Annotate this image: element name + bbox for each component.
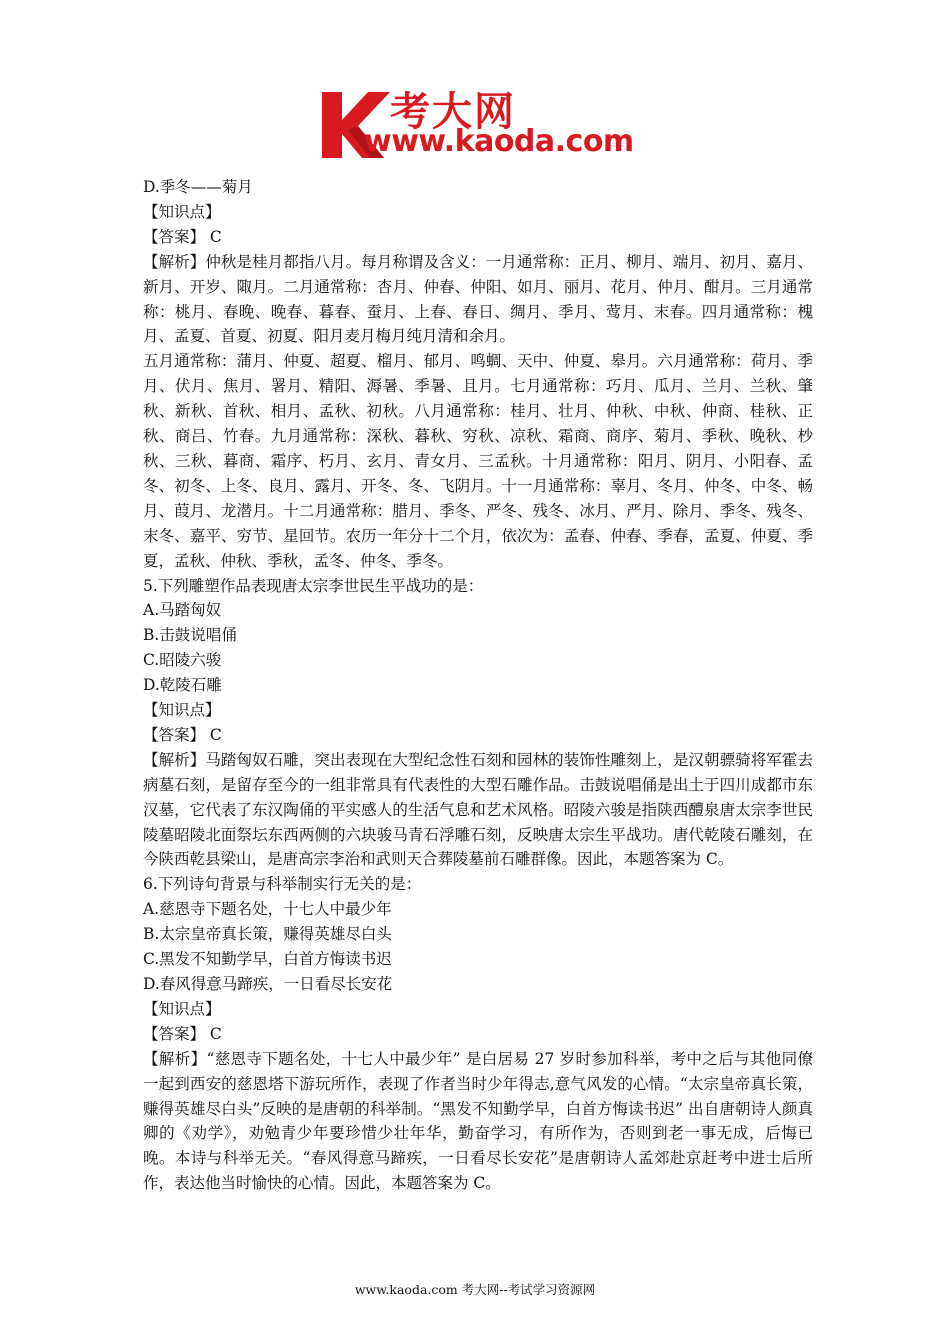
question-stem: 5.下列雕塑作品表现唐太宗李世民生平战功的是： (143, 576, 484, 595)
option-line: B.击鼓说唱俑 (143, 626, 237, 645)
knowledge-point-label: 【知识点】 (143, 202, 221, 221)
logo-chinese-text: 考大网 (390, 89, 516, 135)
answer-line: 【答案】 C (143, 725, 222, 744)
analysis-paragraph: 【解析】仲秋是桂月都指八月。每月称谓及含义：一月通常称：正月、柳月、端月、初月、嘉月、新月、开岁、陬月。二月通常称：杏月、仲春、仲阳、如月、丽月、花月、仲月、酣月。三月通常称：桃月、春晚、晚春、暮春、蚕月、上春、春日、绸月、季月、莺月、末春。四月通常称：槐月、孟夏、首夏、初夏、阳月麦月梅月纯月清和余月。 (143, 252, 813, 346)
logo-url-text: www.kaoda.com (364, 124, 634, 159)
question-stem: 6.下列诗句背景与科举制实行无关的是： (143, 875, 422, 894)
option-line: A.马踏匈奴 (143, 601, 222, 620)
kaoda-logo (318, 84, 638, 160)
knowledge-point-label: 【知识点】 (143, 999, 221, 1018)
answer-line: 【答案】 C (143, 227, 222, 246)
option-line: C.黑发不知勤学早，白首方悔读书迟 (143, 950, 392, 969)
option-line: D.季冬——菊月 (143, 178, 253, 196)
answer-line: 【答案】 C (143, 1024, 222, 1043)
option-line: C.昭陵六骏 (143, 651, 222, 670)
analysis-paragraph: 五月通常称：蒲月、仲夏、超夏、榴月、郁月、鸣蜩、天中、仲夏、皋月。六月通常称：荷月、季月、伏月、焦月、署月、精阳、溽暑、季暑、且月。七月通常称：巧月、瓜月、兰月、兰秋、肇秋、新秋、首秋、相月、孟秋、初秋。八月通常称：桂月、壮月、仲秋、中秋、仲商、桂秋、正秋、商吕、竹春。九月通常称：深秋、暮秋、穷秋、凉秋、霜商、商序、菊月、季秋、晚秋、杪秋、三秋、暮商、霜序、朽月、玄月、青女月、三孟秋。十月通常称：阳月、阴月、小阳春、孟冬、初冬、上冬、良月、露月、开冬、冬、飞阴月。十一月通常称：辜月、冬月、仲冬、中冬、畅月、葭月、龙潜月。十二月通常称：腊月、季冬、严冬、残冬、冰月、严月、除月、季冬、残冬、末冬、嘉平、穷节、星回节。农历一年分十二个月，依次为：孟春、仲春、季春，孟夏、仲夏、季夏，孟秋、仲秋、季秋，孟冬、仲冬、季冬。 (143, 352, 813, 570)
analysis-paragraph: 【解析】“慈恩寺下题名处，十七人中最少年” 是白居易 27 岁时参加科举，考中之后与其他同僚一起到西安的慈恩塔下游玩所作，表现了作者当时少年得志,意气风发的心情。“太宗皇帝真长策，赚得英雄尽白头”反映的是唐朝的科举制。“黑发不知勤学早，白首方悔读书迟” 出自唐朝诗人颜真卿的《劝学》，劝勉青少年要珍惜少壮年华，勤奋学习，有所作为，否则到老一事无成，后悔已晚。本诗与科举无关。“春风得意马蹄疾，一日看尽长安花”是唐朝诗人孟郊赴京赶考中进士后所作，表达他当时愉快的心情。因此，本题答案为 C。 (143, 1049, 813, 1193)
option-line: D.乾陵石雕 (143, 676, 222, 695)
option-line: D.春风得意马蹄疾，一日看尽长安花 (143, 975, 393, 993)
document-body (143, 175, 813, 1196)
option-line: A.慈恩寺下题名处，十七人中最少年 (143, 900, 392, 919)
page-footer: www.kaoda.com 考大网--考试学习资源网 (354, 1282, 596, 1297)
knowledge-point-label: 【知识点】 (143, 701, 221, 720)
option-line: B.太宗皇帝真长策，赚得英雄尽白头 (143, 925, 392, 944)
analysis-paragraph: 【解析】马踏匈奴石雕，突出表现在大型纪念性石刻和园林的装饰性雕刻上，是汉朝骠骑将军霍去病墓石刻，是留存至今的一组非常具有代表性的大型石雕作品。击鼓说唱俑是出土于四川成都市东汉墓，它代表了东汉陶俑的平实感人的生活气息和艺术风格。昭陵六骏是指陕西醴泉唐太宗李世民陵墓昭陵北面祭坛东西两侧的六块骏马青石浮雕石刻，反映唐太宗生平战功。唐代乾陵石雕刻，在今陕西乾县梁山，是唐高宗李治和武则天合葬陵墓前石雕群像。因此，本题答案为 C。 (143, 750, 813, 869)
